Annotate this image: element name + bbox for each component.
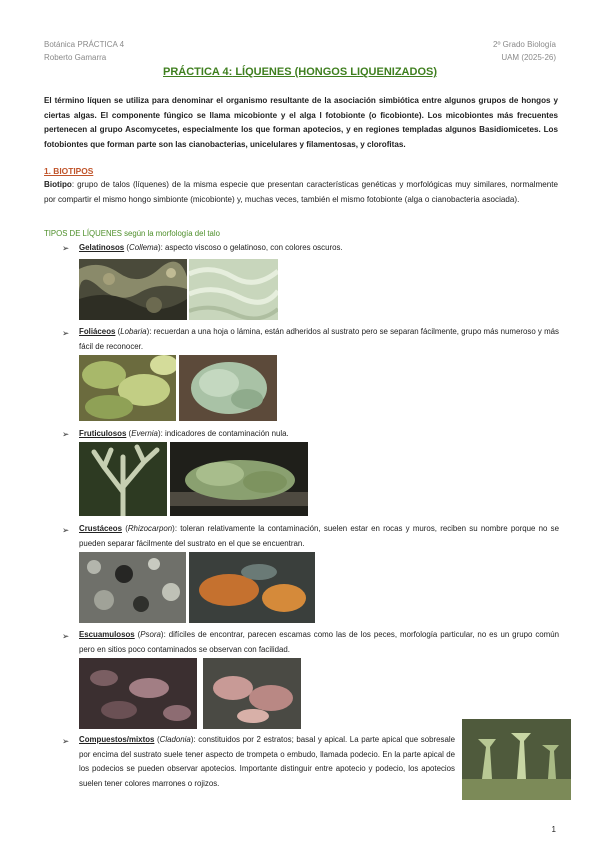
type-genus: Lobaria bbox=[120, 327, 147, 336]
intro-paragraph: El término líquen se utiliza para denominar el organismo resultante de la asociación simbiótica entre algunos grupos de hongos y ciertas algas. El componente fúngico se llama micobionte y el alga l fotobionte (o ficobionte). Los micobiontes más frecuentes pertenecen al grupo Ascomycetes, especialmente los que forman apotecios, y en regiones templadas algunos Basidiomicetes. Los fotobiontes que forman parte son las cianobacterias, unicelulares y filamentosas, y clorofitas. bbox=[44, 96, 558, 149]
bullet-icon: ➢ bbox=[62, 243, 70, 253]
type-name: Foliáceos bbox=[79, 327, 116, 336]
type-description: : constituidos por 2 estratos; basal y apical. La parte apical que sobresale por encima del sustrato suele tener aspecto de trompeta o embudo, llamada podecio. En la parte apical de los podecios se pueden observar apotecios. Importante distinguir entre apotecio y podecio, los apotecios suelen tener colores marrones o rojizos. bbox=[79, 735, 455, 788]
evernia-log-photo bbox=[170, 442, 308, 516]
type-genus: Evernia bbox=[131, 429, 158, 438]
section-biotipos: 1. BIOTIPOS bbox=[44, 166, 94, 176]
type-description: : indicadores de contaminación nula. bbox=[160, 429, 289, 438]
bullet-icon: ➢ bbox=[62, 429, 70, 439]
type-name: Escuamulosos bbox=[79, 630, 135, 639]
type-genus: Rhizocarpon bbox=[127, 524, 173, 533]
title-prefix: PRÁCTICA 4: bbox=[163, 66, 233, 78]
psora-dark-photo bbox=[79, 658, 197, 729]
lobaria-bark-photo bbox=[179, 355, 277, 421]
header-course: Botánica PRÁCTICA 4 bbox=[44, 40, 125, 49]
type-name: Gelatinosos bbox=[79, 243, 125, 252]
header-author: Roberto Gamarra bbox=[44, 53, 107, 62]
lobaria-green-photo bbox=[79, 355, 176, 421]
header-university: UAM (2025-26) bbox=[501, 53, 556, 62]
bullet-icon: ➢ bbox=[62, 736, 70, 746]
type-compuestos: Compuestos/mixtos (Cladonia): constituidos por 2 estratos; basal y apical. La parte apical que sobresale por encima del sustrato suele tener aspecto de trompeta o embudo, llamada podecio. En la parte apical de los podecios se pueden observar apotecios. Importante distinguir entre apotecio y podecio, los apotecios suelen tener colores marrones o rojizos. bbox=[79, 735, 455, 788]
type-description: : recuerdan a una hoja o lámina, están adheridos al sustrato pero se separan fácilmente, grupo más numeroso y más fácil de reconocer. bbox=[79, 327, 559, 351]
type-gelatinosos: Gelatinosos (Collema): aspecto viscoso o gelatinoso, con colores oscuros. bbox=[79, 243, 343, 252]
type-crustaceos: Crustáceos (Rhizocarpon): toleran relativamente la contaminación, suelen estar en rocas y muros, reciben su nombre porque no se pueden separar fácilmente del sustrato en el que se encuentran. bbox=[79, 524, 559, 548]
type-foliaceos: Foliáceos (Lobaria): recuerdan a una hoja o lámina, están adheridos al sustrato pero se separan fácilmente, grupo más numeroso y más fácil de reconocer. bbox=[79, 327, 559, 351]
type-description: : toleran relativamente la contaminación, suelen estar en rocas y muros, reciben su nombre porque no se pueden separar fácilmente del sustrato en el que se encuentran. bbox=[79, 524, 559, 548]
biotipo-paragraph bbox=[44, 178, 558, 207]
collema-light-photo bbox=[189, 259, 278, 320]
page-number: 1 bbox=[551, 825, 556, 834]
type-fruticulosos: Fruticulosos (Evernia): indicadores de contaminación nula. bbox=[79, 429, 289, 438]
evernia-branch-photo bbox=[79, 442, 167, 516]
types-heading: TIPOS DE LÍQUENES según la morfología del talo bbox=[44, 229, 220, 238]
rhizocarpon-orange-photo bbox=[189, 552, 315, 623]
collema-dark-photo bbox=[79, 259, 187, 320]
header-left bbox=[44, 38, 124, 64]
header-right bbox=[493, 38, 556, 64]
bullet-icon: ➢ bbox=[62, 328, 70, 338]
page-title bbox=[0, 66, 600, 78]
cladonia-photo bbox=[462, 719, 571, 800]
type-name: Fruticulosos bbox=[79, 429, 127, 438]
type-description: : aspecto viscoso o gelatinoso, con colores oscuros. bbox=[160, 243, 343, 252]
type-genus: Collema bbox=[129, 243, 158, 252]
title-text: LÍQUENES (HONGOS LIQUENIZADOS) bbox=[232, 66, 437, 78]
bullet-icon: ➢ bbox=[62, 525, 70, 535]
type-genus: Psora bbox=[140, 630, 161, 639]
biotipo-text: : grupo de talos (líquenes) de la misma especie que presentan características genéticas y morfológicas muy similares, normalmente por compartir el mismo hongo simbionte (micobionte) y, muchas veces, también el mismo fotobionte (alga o cianobacteria asociada). bbox=[44, 180, 558, 204]
type-escuamulosos: Escuamulosos (Psora): difíciles de encontrar, parecen escamas como las de los peces, morfología particular, no es un grupo común pero en sitios poco contaminados se observan con facilidad. bbox=[79, 630, 559, 654]
type-name: Compuestos/mixtos bbox=[79, 735, 155, 744]
header-degree: 2º Grado Biología bbox=[493, 40, 556, 49]
psora-pink-photo bbox=[203, 658, 301, 729]
rhizocarpon-rock-photo bbox=[79, 552, 186, 623]
biotipo-label: Biotipo bbox=[44, 180, 72, 189]
bullet-icon: ➢ bbox=[62, 631, 70, 641]
type-genus: Cladonia bbox=[159, 735, 191, 744]
type-name: Crustáceos bbox=[79, 524, 122, 533]
type-description: : difíciles de encontrar, parecen escamas como las de los peces, morfología particular, no es un grupo común pero en sitios poco contaminados se observan con facilidad. bbox=[79, 630, 559, 654]
